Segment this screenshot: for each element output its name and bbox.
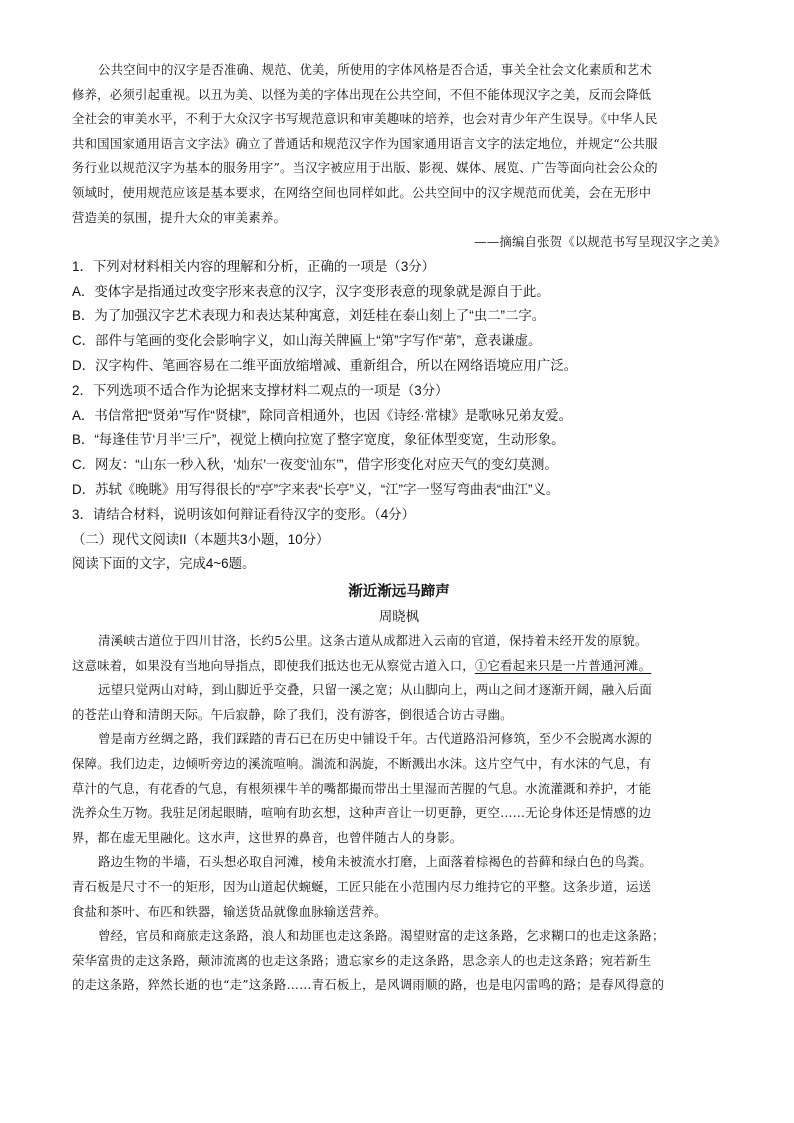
question-list <box>72 255 726 577</box>
article-title: 渐近渐远马蹄声 <box>348 584 450 601</box>
text-line: 修养，必须引起重视。以丑为美、以怪为美的字体出现在公共空间，不但不能体现汉字之美，反而会降低 <box>72 86 652 102</box>
text-line <box>72 654 726 679</box>
article-paragraph-3 <box>72 727 726 850</box>
article-author: 周晓枫 <box>378 609 420 625</box>
document-page <box>72 58 726 998</box>
text-line: 清溪峡古道位于四川甘洛，长约5公里。这条古道从成都进入云南的官道，保持着未经开发的原貌。 <box>98 633 648 649</box>
text-line: 曾经，官员和商旅走这条路，浪人和劫匪也走这条路。渴望财富的走这条路，乞求糊口的也走这条路； <box>98 928 665 944</box>
text-line: 保障。我们边走，边倾听旁边的溪流喧响。湍流和涡旋，不断溅出水沫。这片空气中，有水沫的气息，有 <box>72 756 652 772</box>
text-fragment: 这意味着，如果没有当地向导指点，即使我们抵达也无从察觉古道入口， <box>72 657 475 673</box>
text-line: 界，都在虚无里融化。这水声，这世界的鼻音，也曾伴随古人的身影。 <box>72 829 463 845</box>
text-line: 领域时，使用规范应该是基本要求，在网络空间也同样如此。公共空间中的汉字规范而优美，会在无形中 <box>72 184 652 200</box>
text-line: 的苍茫山脊和清朗天际。午后寂静，除了我们，没有游客，倒很适合访古寻幽。 <box>72 706 513 722</box>
question-1-stem: 1．下列对材料相关内容的理解和分析，正确的一项是（3分） <box>72 258 436 274</box>
text-line: 营造美的氛围，提升大众的审美素养。 <box>72 209 287 225</box>
question-2-option-d: D．苏轼《晚眺》用写得很长的“亭”字来表“长亭”义，“江”字一竖写弯曲表“曲江”义。 <box>72 481 560 497</box>
text-line: 远望只觉两山对峙，到山脚近乎交叠，只留一溪之宽；从山脚向上，两山之间才逐渐开阔，融入后面 <box>98 682 652 698</box>
question-3-stem: 3．请结合材料，说明该如何辩证看待汉字的变形。（4分） <box>72 506 415 522</box>
text-line: 青石板是尺寸不一的矩形，因为山道起伏蜿蜒，工匠只能在小范围内尽力维持它的平整。这条步道，运送 <box>72 879 652 895</box>
article-paragraph-5 <box>72 924 726 998</box>
passage-paragraph <box>72 58 726 230</box>
text-line: 洗养众生万物。我驻足闭起眼睛，喧响有助玄想，这种声音让一切更静，更空……无论身体还是情感的边 <box>72 805 652 821</box>
article-paragraph-2 <box>72 678 726 727</box>
question-2-option-a: A．书信常把“贤弟”写作“贤棣”，除同音相通外，也因《诗经·常棣》是歌咏兄弟友爱。 <box>72 407 572 423</box>
text-line: 草汁的气息，有花香的气息，有根须裸牛羊的嘴都撮而带出土里湿而苦腥的气息。水流灌溉和养护，才能 <box>72 780 652 796</box>
source-attribution: ——摘编自张贺《以规范书写呈现汉字之美》 <box>474 234 726 250</box>
text-line: 的走这条路，猝然长逝的也“走”这条路……青石板上，是风调雨顺的路，也是电闪雷鸣的路；是春风得意的 <box>72 977 665 993</box>
article-body <box>72 629 726 998</box>
passage-material-two <box>72 58 726 255</box>
underlined-sentence-1: ①它看起来只是一片普通河滩。 <box>474 657 652 673</box>
text-line: 公共空间中的汉字是否准确、规范、优美，所使用的字体风格是否合适，事关全社会文化素质和艺术 <box>98 62 652 77</box>
text-line: 务行业以规范汉字为基本的服务用字”。当汉字被应用于出版、影视、媒体、展览、广告等面向社会公众的 <box>72 160 658 176</box>
article-paragraph-4 <box>72 850 726 924</box>
question-2-stem: 2．下列选项不适合作为论据来支撑材料二观点的一项是（3分） <box>72 382 449 398</box>
text-line: 荣华富贵的走这条路，颠沛流离的也走这条路；遗忘家乡的走这条路，思念亲人的也走这条路；宛若新生 <box>72 952 652 968</box>
question-1-option-d: D．汉字构件、笔画容易在二维平面放缩增减、重新组合，所以在网络语境应用广泛。 <box>72 357 578 373</box>
text-line: 路边生物的半墙，石头想必取自河滩，棱角未被流水打磨，上面落着棕褐色的苔藓和绿白色的鸟粪。 <box>98 854 652 870</box>
question-1-option-b: B．为了加强汉字艺术表现力和表达某种寓意，刘廷桂在泰山刻上了“虫二”二字。 <box>72 308 546 324</box>
question-1-option-a: A．变体字是指通过改变字形来表意的汉字，汉字变形表意的现象就是源自于此。 <box>72 283 550 299</box>
text-line: 全社会的审美水平，不利于大众汉字书写规范意识和审美趣味的培养，也会对青少年产生误导。《中华人民 <box>72 111 658 127</box>
text-line: 曾是南方丝绸之路，我们踩踏的青石已在历史中铺设千年。古代道路沿河修筑，至少不会脱离水源的 <box>98 731 652 747</box>
question-2-option-b: B．“每逢佳节‘月半’三斤”，视觉上横向拉宽了整字宽度，象征体型变宽，生动形象。 <box>72 432 565 448</box>
text-line: 食盐和茶叶、布匹和铁器，输送货品就像血脉输送营养。 <box>72 903 387 919</box>
text-line: 共和国国家通用语言文字法》确立了普通话和规范汉字作为国家通用语言文字的法定地位，并规定“公共服 <box>72 135 658 151</box>
article-paragraph-1 <box>72 629 726 678</box>
question-1-option-c: C．部件与笔画的变化会影响字义，如山海关牌匾上“第”字写作“苐”，意表谦虚。 <box>72 333 542 349</box>
reading-instruction: 阅读下面的文字，完成4~6题。 <box>72 556 256 572</box>
section-heading: （二）现代文阅读II（本题共3小题，10分） <box>72 531 330 547</box>
question-2-option-c: C．网友：“山东一秒入秋，‘灿东’一夜变‘汕东’”，借字形变化对应天气的变幻莫测。 <box>72 457 558 473</box>
